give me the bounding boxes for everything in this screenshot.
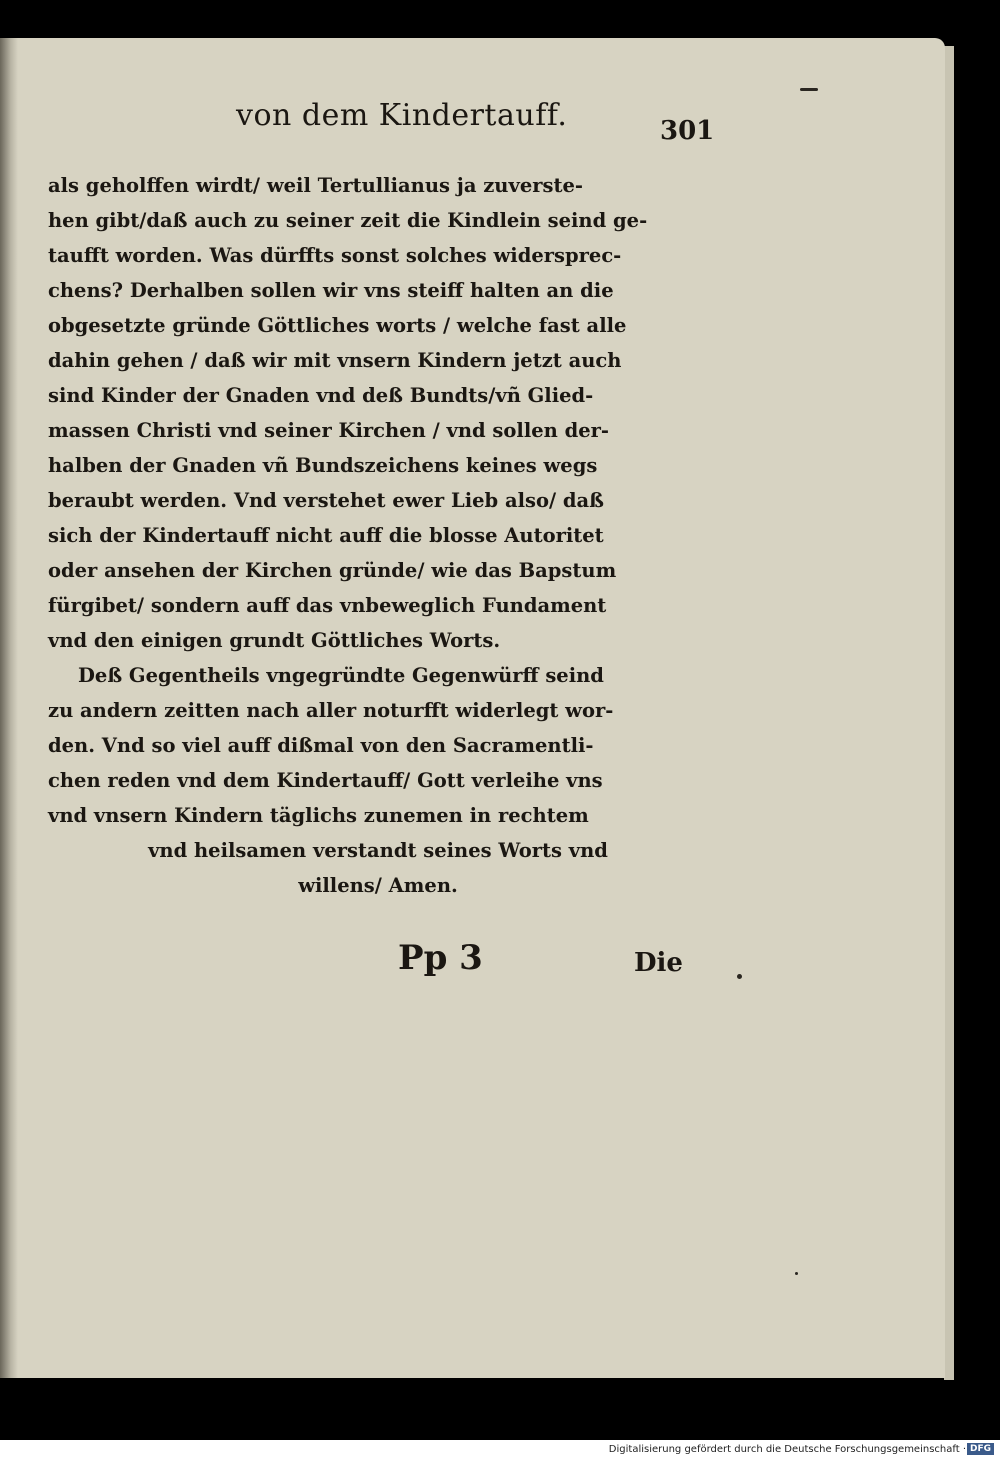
text-line: zu andern zeitten nach aller noturfft widerlegt wor- <box>48 699 614 722</box>
text-line: dahin gehen / daß wir mit vnsern Kindern jetzt auch <box>48 349 622 372</box>
page-edge <box>944 46 954 1380</box>
text-line: vnd den einigen grundt Göttliches Worts. <box>48 629 501 652</box>
text-line: vnd vnsern Kindern täglichs zunemen in rechtem <box>48 804 589 827</box>
body-text <box>48 168 708 903</box>
ink-spot <box>737 974 742 979</box>
dfg-logo: DFG <box>967 1443 994 1455</box>
gutter-shadow <box>0 38 18 1378</box>
ink-spot <box>795 1272 798 1275</box>
text-line: beraubt werden. Vnd verstehet ewer Lieb also/ daß <box>48 489 604 512</box>
text-line: sich der Kindertauff nicht auff die blosse Autoritet <box>48 524 604 547</box>
ink-spot <box>800 88 818 91</box>
book-page <box>0 38 945 1378</box>
text-line: hen gibt/daß auch zu seiner zeit die Kindlein seind ge- <box>48 209 648 232</box>
text-line: vnd heilsamen verstandt seines Worts vnd <box>148 839 608 862</box>
text-line: massen Christi vnd seiner Kirchen / vnd sollen der- <box>48 419 610 442</box>
text-line: willens/ Amen. <box>298 874 458 897</box>
catchword: Die <box>634 948 683 978</box>
text-line: als geholffen wirdt/ weil Tertullianus ja zuverste- <box>48 174 583 197</box>
footer-credit: Digitalisierung gefördert durch die Deutsche Forschungsgemeinschaft · <box>608 1444 966 1455</box>
text-line: sind Kinder der Gnaden vnd deß Bundts/vñ Glied- <box>48 384 594 407</box>
text-line: chens? Derhalben sollen wir vns steiff halten an die <box>48 279 614 302</box>
text-line: den. Vnd so viel auff dißmal von den Sacramentli- <box>48 734 594 757</box>
text-line: Deß Gegentheils vngegründte Gegenwürff seind <box>78 664 604 687</box>
text-line: taufft worden. Was dürffts sonst solches widersprec- <box>48 244 622 267</box>
running-head: von dem Kindertauff. <box>236 98 568 133</box>
signature-mark: Pp 3 <box>398 938 483 978</box>
text-line: obgesetzte gründe Göttliches worts / welche fast alle <box>48 314 627 337</box>
text-line: oder ansehen der Kirchen gründe/ wie das Bapstum <box>48 559 617 582</box>
page-number: 301 <box>660 116 715 146</box>
footer-bar <box>0 1440 1000 1461</box>
text-line: fürgibet/ sondern auff das vnbeweglich Fundament <box>48 594 607 617</box>
text-line: chen reden vnd dem Kindertauff/ Gott verleihe vns <box>48 769 603 792</box>
text-line: halben der Gnaden vñ Bundszeichens keines wegs <box>48 454 598 477</box>
